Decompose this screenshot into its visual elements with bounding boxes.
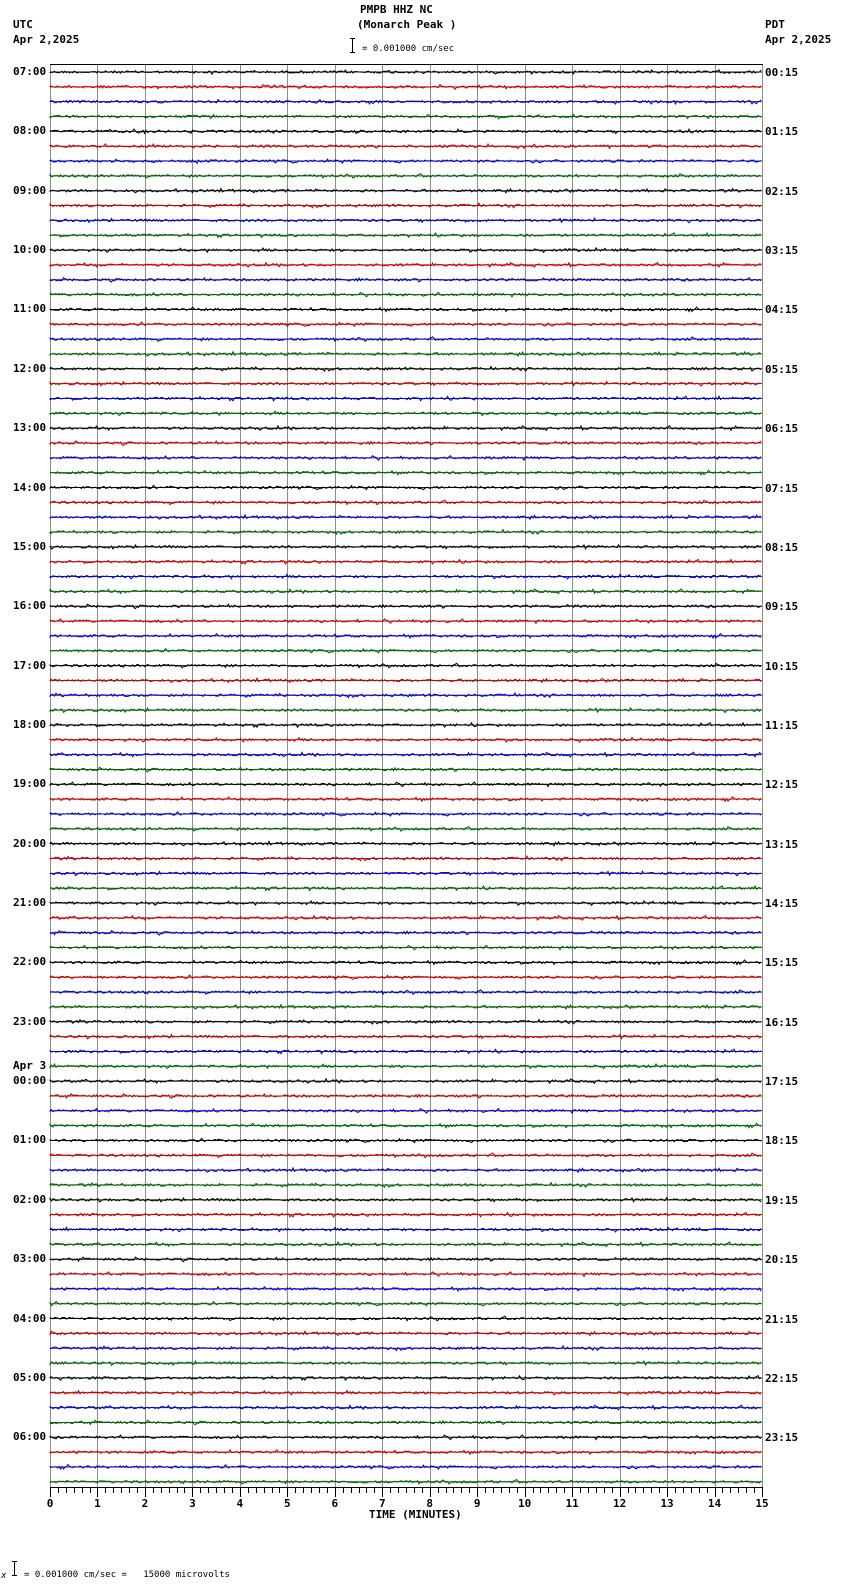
- x-tick-label: 2: [141, 1497, 149, 1510]
- trace: [50, 634, 761, 639]
- trace: [50, 441, 761, 446]
- utc-hour-label: 17:00: [13, 658, 47, 672]
- pdt-hour-label: 21:15: [765, 1312, 799, 1326]
- pdt-hour-label: 18:15: [765, 1134, 799, 1148]
- x-axis-label: TIME (MINUTES): [369, 1508, 462, 1521]
- date-change-label: Apr 3: [13, 1059, 47, 1073]
- pdt-hour-label: 23:15: [765, 1431, 799, 1445]
- utc-hour-label: 11:00: [13, 302, 47, 316]
- traces: [50, 70, 762, 1484]
- utc-hour-label: 07:00: [13, 65, 47, 78]
- pdt-hour-label: 20:15: [765, 1253, 799, 1267]
- pdt-hour-label: 04:15: [765, 303, 799, 317]
- pdt-hour-label: 06:15: [765, 422, 799, 436]
- utc-hour-label: 22:00: [13, 955, 47, 969]
- pdt-hour-label: 00:15: [765, 66, 799, 79]
- utc-hour-label: 23:00: [13, 1014, 47, 1028]
- trace: [50, 1316, 761, 1321]
- trace: [50, 738, 761, 743]
- pdt-hour-label: 11:15: [765, 718, 799, 732]
- utc-hour-label: 21:00: [13, 896, 47, 910]
- left-timezone: UTC: [13, 18, 33, 31]
- x-tick-label: 14: [707, 1497, 722, 1510]
- pdt-hour-label: 08:15: [765, 540, 799, 554]
- x-tick-label: 7: [378, 1497, 386, 1510]
- footer-prefix: x: [1, 1571, 7, 1581]
- pdt-hour-label: 03:15: [765, 244, 799, 258]
- trace: [50, 797, 761, 802]
- trace: [50, 85, 761, 90]
- utc-hour-label: 03:00: [13, 1252, 47, 1266]
- x-tick-label: 1: [94, 1497, 101, 1510]
- x-tick-label: 13: [660, 1497, 674, 1510]
- pdt-hour-label: 17:15: [765, 1075, 799, 1089]
- station-title: PMPB HHZ NC: [360, 3, 433, 16]
- utc-hour-label: 19:00: [13, 777, 47, 791]
- x-tick-label: 0: [46, 1497, 54, 1510]
- right-timezone: PDT: [765, 18, 785, 31]
- pdt-hour-label: 07:15: [765, 481, 799, 495]
- pdt-hour-label: 02:15: [765, 184, 799, 198]
- utc-hour-label: 10:00: [13, 243, 47, 257]
- utc-hour-label: 04:00: [13, 1311, 47, 1325]
- trace: [50, 114, 761, 119]
- scale-label: = 0.001000 cm/sec: [362, 44, 455, 54]
- pdt-hour-label: 10:15: [765, 659, 799, 673]
- pdt-hour-label: 01:15: [765, 125, 799, 139]
- pdt-hour-label: 15:15: [765, 956, 799, 970]
- right-date: Apr 2,2025: [765, 33, 832, 46]
- x-tick-label: 9: [473, 1497, 481, 1510]
- trace: [50, 456, 761, 461]
- x-tick-label: 3: [189, 1497, 196, 1510]
- pdt-hour-label: 05:15: [765, 362, 799, 376]
- utc-hour-label: 01:00: [13, 1133, 47, 1147]
- trace: [50, 1420, 761, 1425]
- trace: [50, 470, 761, 475]
- utc-hour-label: 15:00: [13, 539, 47, 553]
- trace: [50, 782, 761, 787]
- utc-hour-label: 16:00: [13, 599, 47, 613]
- utc-hour-label: 14:00: [13, 480, 47, 494]
- station-location: (Monarch Peak ): [357, 18, 457, 31]
- utc-hour-label: 20:00: [13, 836, 47, 850]
- x-tick-label: 12: [612, 1497, 627, 1510]
- trace: [50, 1005, 761, 1009]
- utc-hour-label: 05:00: [13, 1370, 47, 1384]
- utc-hour-label: 18:00: [13, 717, 47, 731]
- trace: [50, 100, 761, 104]
- trace: [50, 1019, 761, 1024]
- x-tick-label: 15: [755, 1497, 769, 1510]
- utc-hour-label: 02:00: [13, 1192, 47, 1206]
- trace: [50, 1183, 761, 1188]
- pdt-hour-label: 19:15: [765, 1193, 799, 1207]
- utc-hour-label: 06:00: [13, 1430, 47, 1444]
- pdt-hour-label: 22:15: [765, 1371, 799, 1385]
- pdt-hour-label: 14:15: [765, 897, 799, 911]
- utc-hour-label: 09:00: [13, 183, 47, 197]
- footer-scale-bar-icon: [12, 1561, 17, 1576]
- utc-hour-label: 08:00: [13, 124, 47, 138]
- utc-hour-label: 00:00: [13, 1074, 47, 1088]
- trace: [50, 752, 761, 757]
- footer-scale-note: = 0.001000 cm/sec = 15000 microvolts: [24, 1570, 230, 1580]
- pdt-hour-label: 16:15: [765, 1015, 799, 1029]
- trace: [50, 604, 761, 609]
- trace: [50, 1064, 761, 1069]
- utc-hour-label: 13:00: [13, 421, 47, 435]
- pdt-hour-label: 12:15: [765, 778, 799, 792]
- trace: [50, 945, 761, 950]
- x-tick-label: 4: [236, 1497, 244, 1510]
- utc-hour-label: 12:00: [13, 361, 47, 375]
- pdt-hour-label: 13:15: [765, 837, 799, 851]
- x-tick-label: 5: [284, 1497, 291, 1510]
- x-tick-label: 10: [518, 1497, 532, 1510]
- x-tick-label: 11: [565, 1497, 579, 1510]
- x-tick-label: 8: [426, 1497, 434, 1510]
- pdt-hour-label: 09:15: [765, 600, 799, 614]
- x-tick-label: 6: [331, 1497, 339, 1510]
- left-date: Apr 2,2025: [13, 33, 80, 46]
